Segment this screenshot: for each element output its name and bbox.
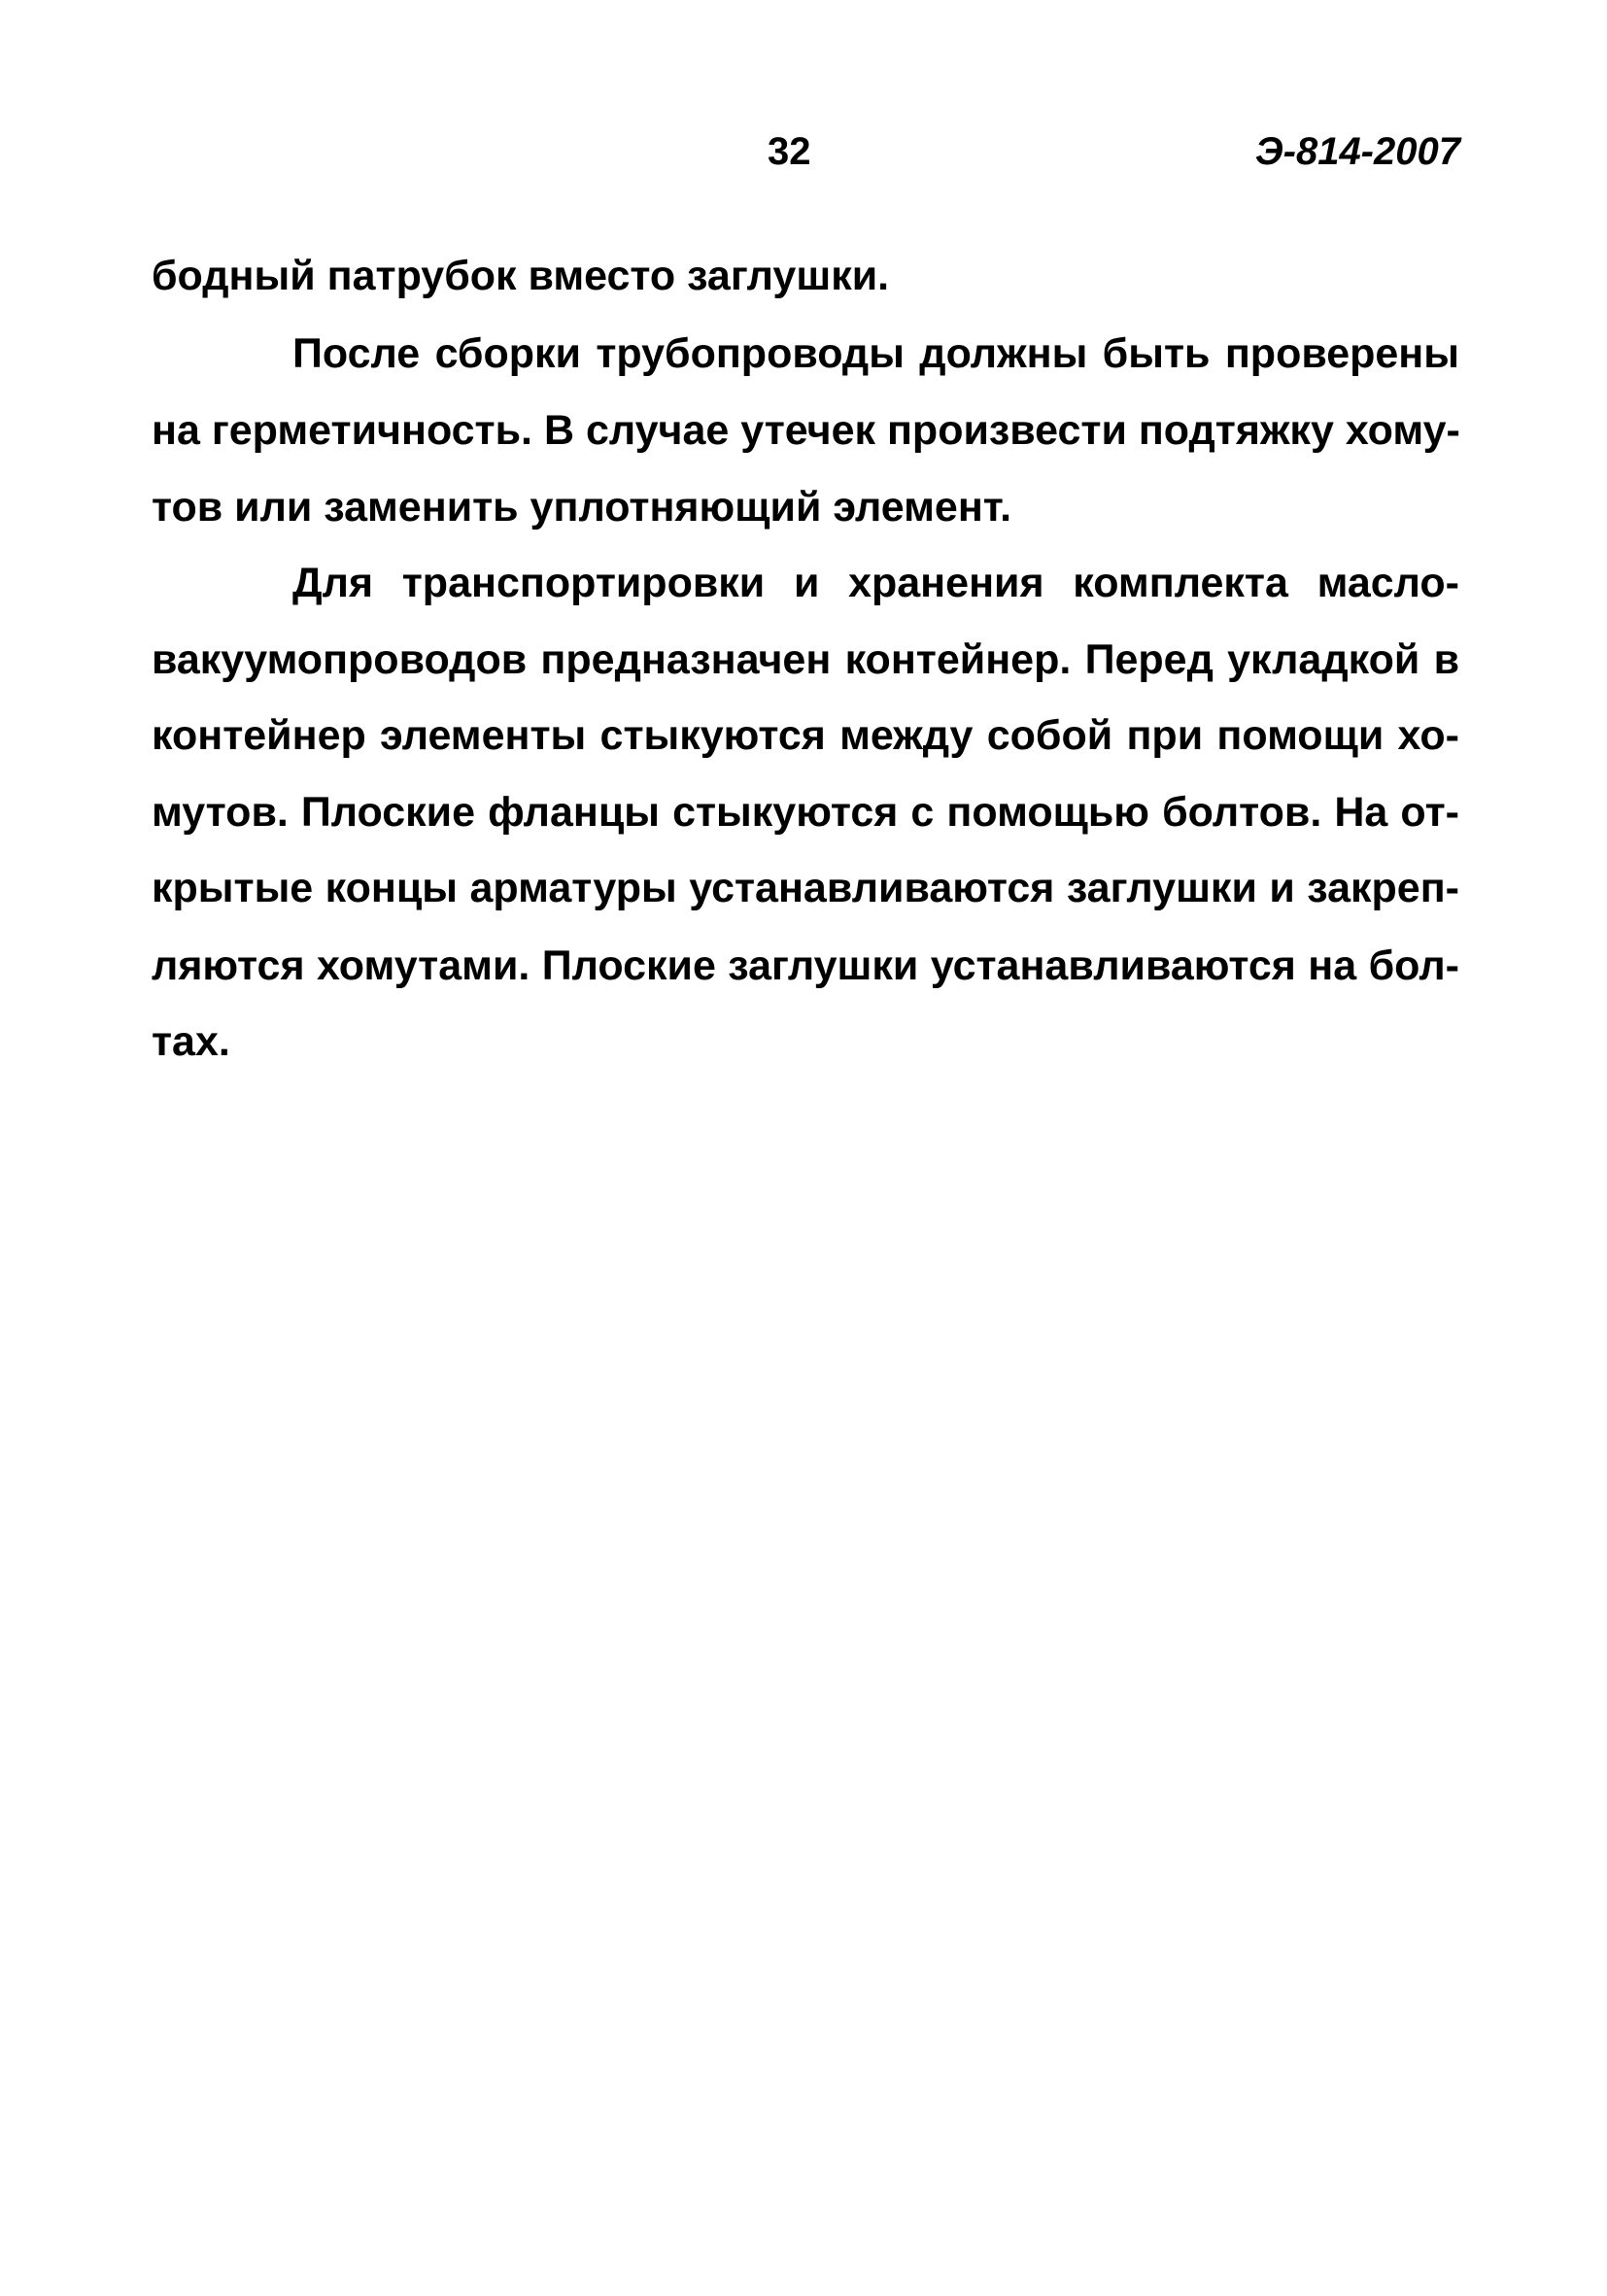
document-code: Э-814-2007 [1254,130,1460,173]
text-line: Для транспортировки и хранения комплекта масло- [292,560,1459,606]
text-line: тов или заменить уплотняющий элемент. [152,484,1012,531]
text-line: вакуумопроводов предназначен контейнер. Перед укладкой в [152,636,1459,683]
text-line: мутов. Плоские фланцы стыкуются с помощью болтов. На от- [152,789,1459,836]
text-line: тах. [152,1018,230,1065]
text-line: ляются хомутами. Плоские заглушки устанавливаются на бол- [152,942,1459,989]
text-line: на герметичность. В случае утечек произвести подтяжку хому- [152,407,1460,454]
text-line: бодный патрубок вместо заглушки. [152,253,890,299]
page-number: 32 [768,130,811,173]
text-line: крытые концы арматуры устанавливаются заглушки и закреп- [152,865,1459,911]
text-line: После сборки трубопроводы должны быть проверены [292,330,1459,377]
text-line: контейнер элементы стыкуются между собой при помощи хо- [152,712,1459,759]
